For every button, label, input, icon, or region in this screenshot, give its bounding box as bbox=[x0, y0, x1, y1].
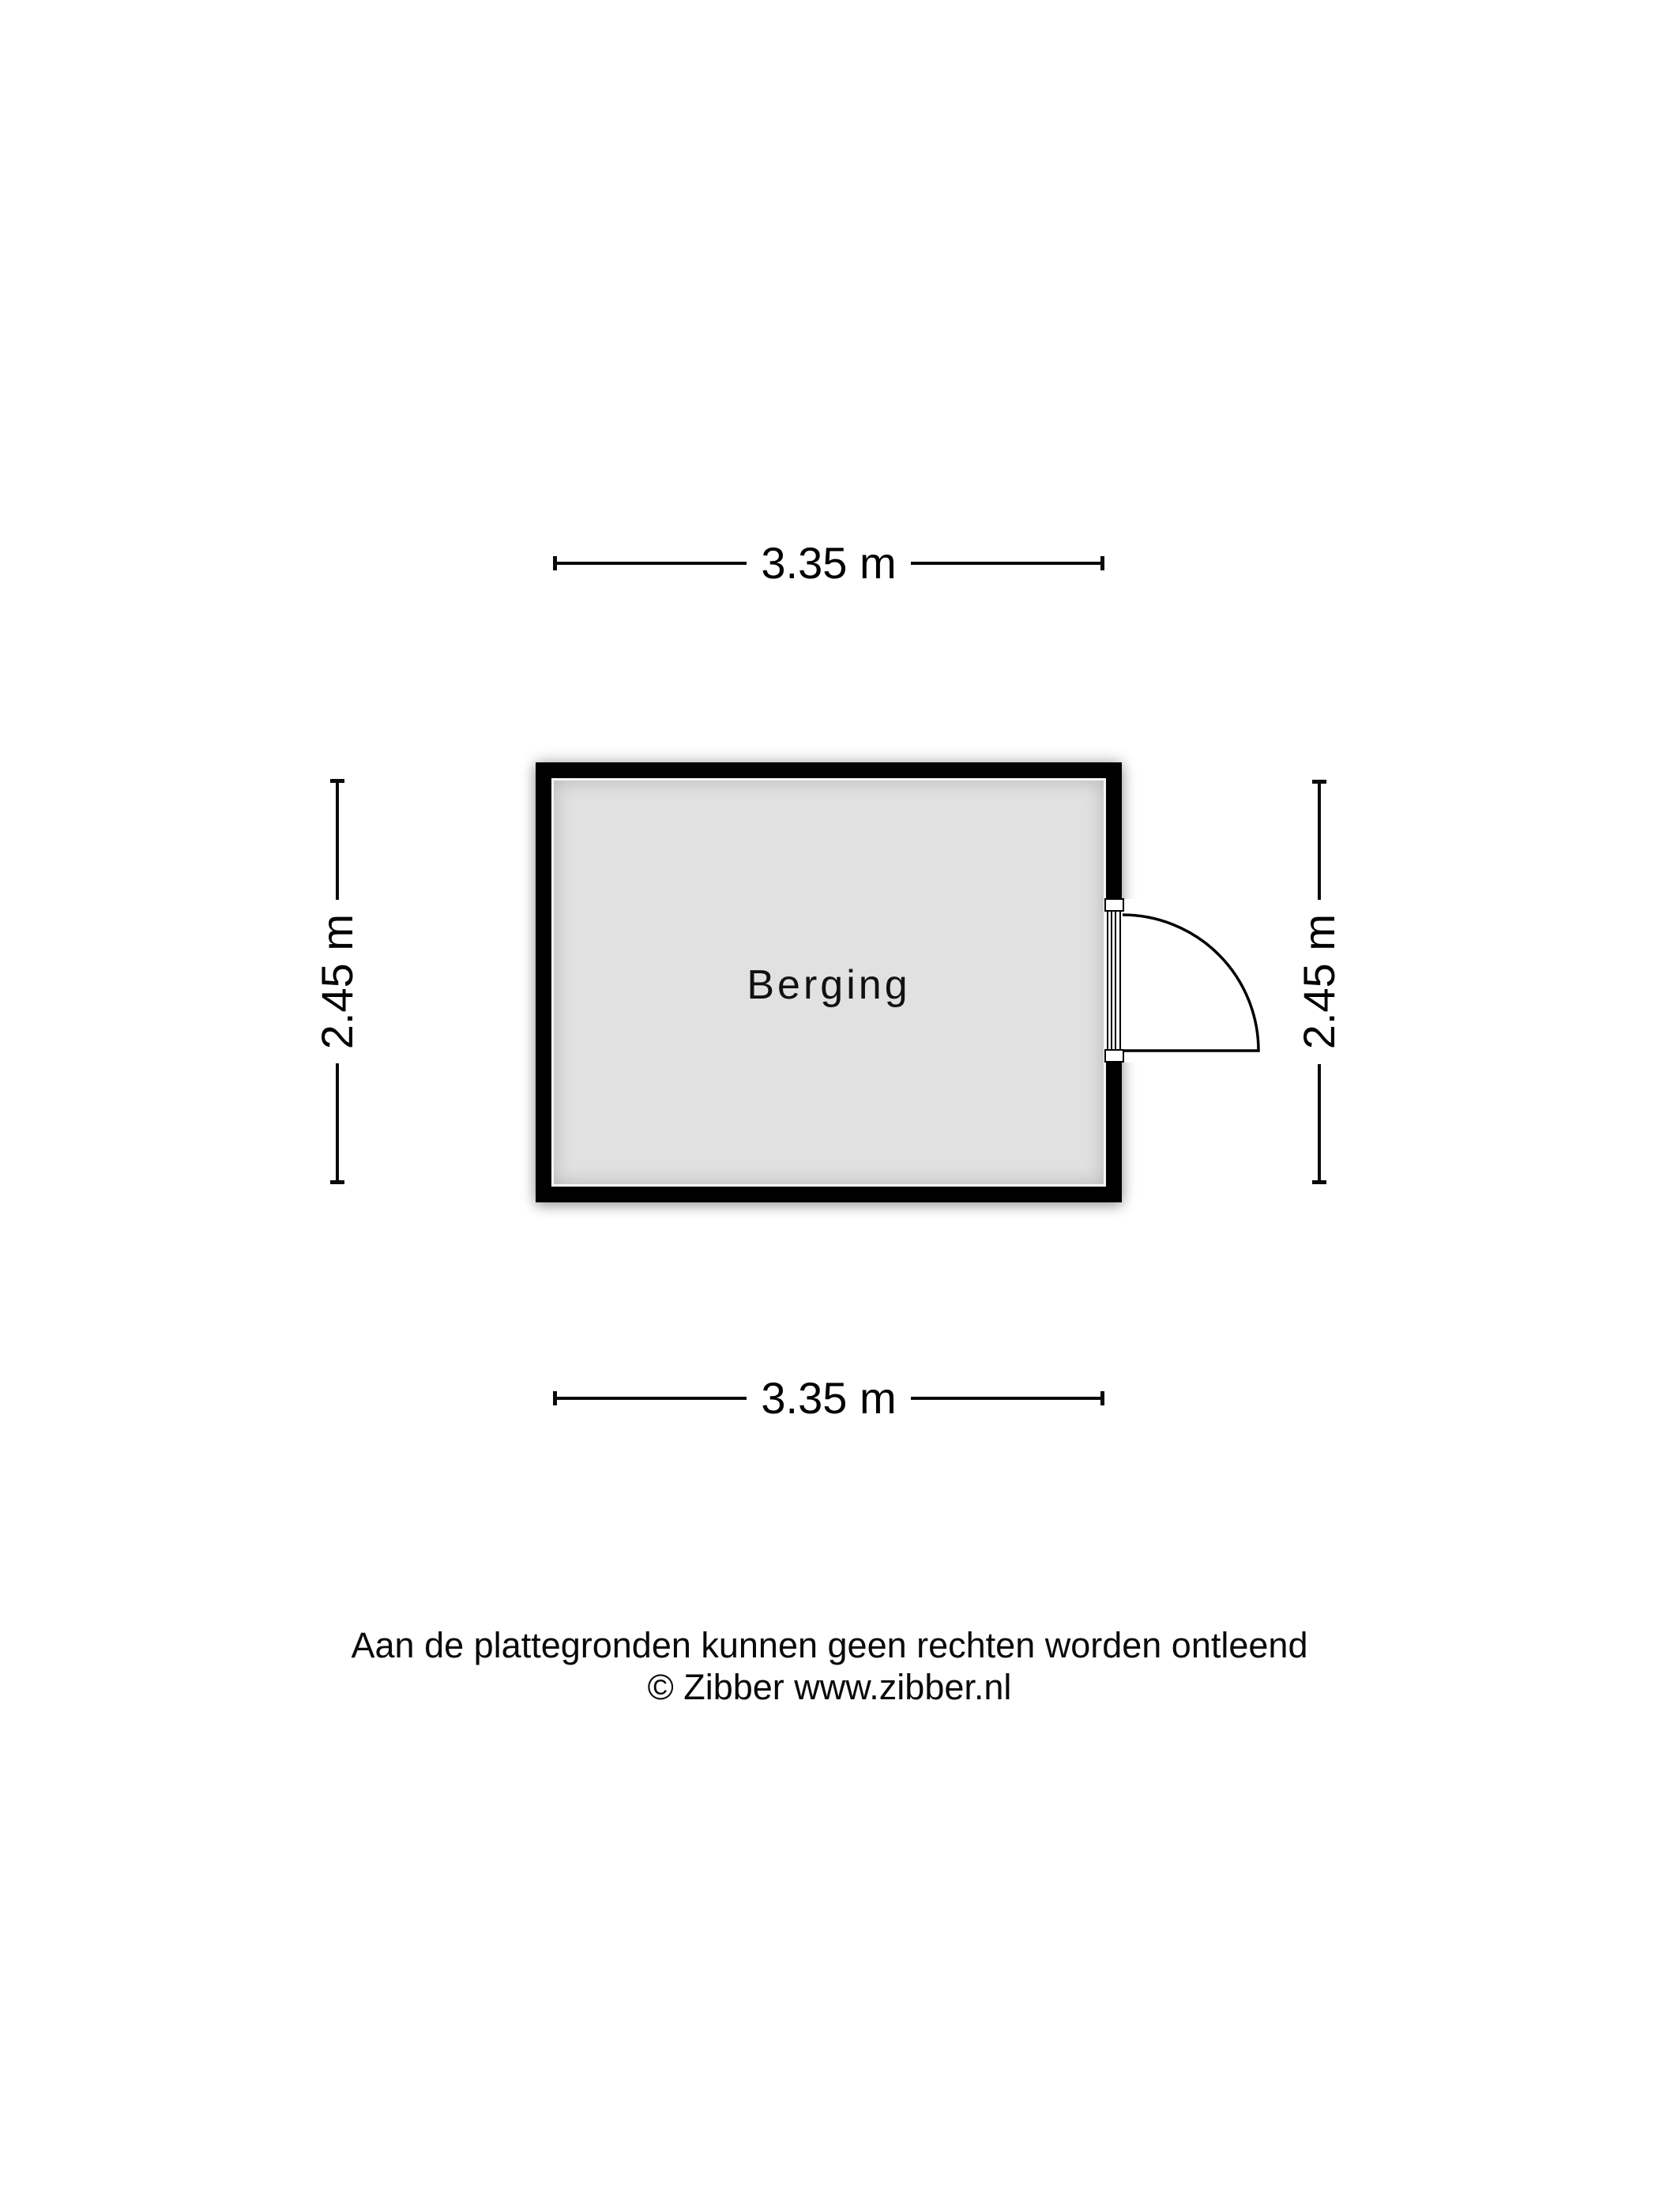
door-leaf-icon bbox=[1107, 911, 1121, 1050]
dimension-line bbox=[557, 1397, 747, 1400]
door-swing-icon bbox=[1122, 907, 1276, 1065]
dimension-left bbox=[312, 779, 362, 1184]
dimension-top bbox=[553, 538, 1104, 588]
dimension-line bbox=[1318, 784, 1321, 900]
dimension-tick-bottom bbox=[330, 1180, 344, 1184]
dimension-top-label: 3.35 m bbox=[761, 538, 897, 588]
footer-credit: © Zibber www.zibber.nl bbox=[647, 1667, 1012, 1707]
room-label: Berging bbox=[747, 961, 911, 1008]
dimension-line bbox=[336, 783, 339, 900]
footer bbox=[0, 1624, 1659, 1708]
dimension-right bbox=[1294, 780, 1344, 1184]
dimension-line bbox=[1318, 1064, 1321, 1180]
dimension-tick-right bbox=[1100, 1391, 1104, 1405]
dimension-right-label: 2.45 m bbox=[1294, 914, 1344, 1050]
dimension-tick-bottom bbox=[1312, 1180, 1326, 1184]
room-berging-floor bbox=[551, 778, 1106, 1187]
dimension-line bbox=[557, 562, 747, 565]
dimension-bottom bbox=[553, 1373, 1104, 1423]
dimension-tick-right bbox=[1100, 556, 1104, 570]
dimension-line bbox=[336, 1063, 339, 1180]
room-berging-walls bbox=[536, 762, 1122, 1202]
dimension-line bbox=[911, 1397, 1100, 1400]
dimension-left-label: 2.45 m bbox=[312, 913, 362, 1050]
dimension-line bbox=[911, 562, 1100, 565]
dimension-bottom-label: 3.35 m bbox=[761, 1373, 897, 1423]
footer-disclaimer: Aan de plattegronden kunnen geen rechten worden ontleend bbox=[351, 1625, 1308, 1665]
